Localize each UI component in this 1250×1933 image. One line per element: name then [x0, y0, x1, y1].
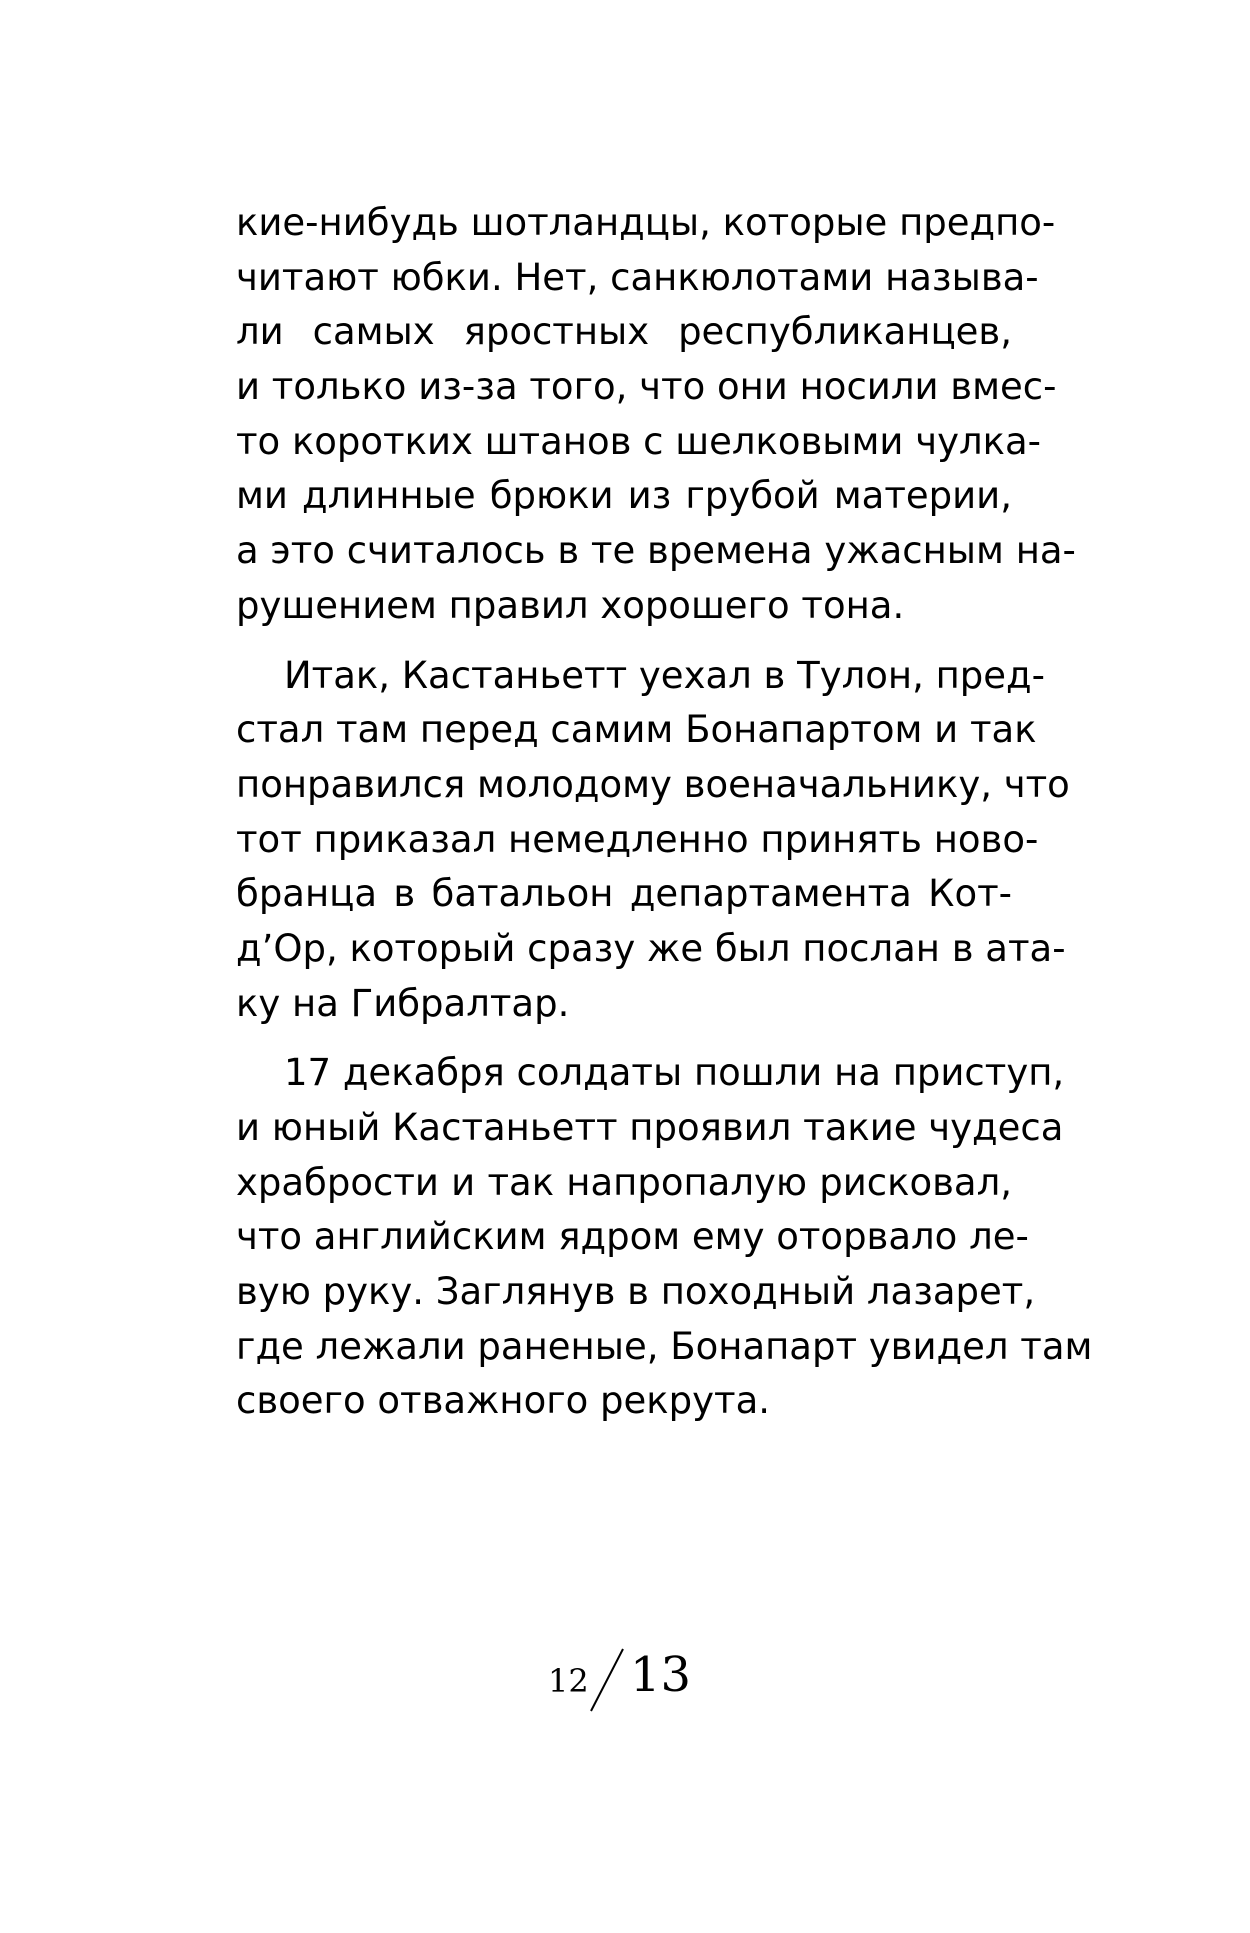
text-line: ку на Гибралтар. [236, 981, 570, 1025]
page-number-next: 13 [630, 1647, 692, 1703]
paragraph-gap [236, 634, 1012, 649]
text-line: кие-нибудь шотландцы, которые предпо- [236, 201, 1056, 244]
text-line: вую руку. Заглянув в походный лазарет, [236, 1270, 1036, 1314]
text-line: бранца в батальон департамента Кот- [236, 872, 1012, 916]
text-line: что английским ядром ему оторвало ле- [236, 1215, 1029, 1259]
page-number-current: 12 [548, 1662, 589, 1700]
text-line: читают юбки. Нет, санкюлотами называ- [236, 255, 1039, 299]
page-number [540, 1635, 720, 1715]
text-line: 17 декабря солдаты пошли на приступ, [284, 1051, 1065, 1095]
text-line: храбрости и так напропалую рисковал, [236, 1160, 1012, 1204]
text-line: а это считалось в те времена ужасным на- [236, 529, 1076, 573]
text-line: Итак, Кастаньетт уехал в Тулон, пред- [284, 653, 1045, 697]
text-line: стал там перед самим Бонапартом и так [236, 708, 1037, 752]
text-line: своего отважного рекрута. [236, 1379, 771, 1423]
paragraph-gap [236, 1031, 1012, 1046]
text-line: рушением правил хорошего тона. [236, 583, 905, 627]
text-line: тот приказал немедленно принять ново- [236, 817, 1039, 861]
text-line: то коротких штанов с шелковыми чулка- [236, 419, 1042, 463]
text-line: ми длинные брюки из грубой материи, [236, 474, 1012, 518]
text-line: и только из-за того, что они носили вмес- [236, 365, 1057, 409]
text-line: и юный Кастаньетт проявил такие чудеса [236, 1106, 1064, 1149]
body-text [236, 196, 1093, 1429]
text-line: где лежали раненые, Бонапарт увидел там [236, 1324, 1093, 1368]
text-line: д’Ор, который сразу же был послан в ата- [236, 926, 1066, 970]
page-number-slash [587, 1647, 627, 1713]
text-line: ли самых яростных республиканцев, [236, 310, 1012, 354]
text-line: понравился молодому военачальнику, что [236, 762, 1070, 806]
